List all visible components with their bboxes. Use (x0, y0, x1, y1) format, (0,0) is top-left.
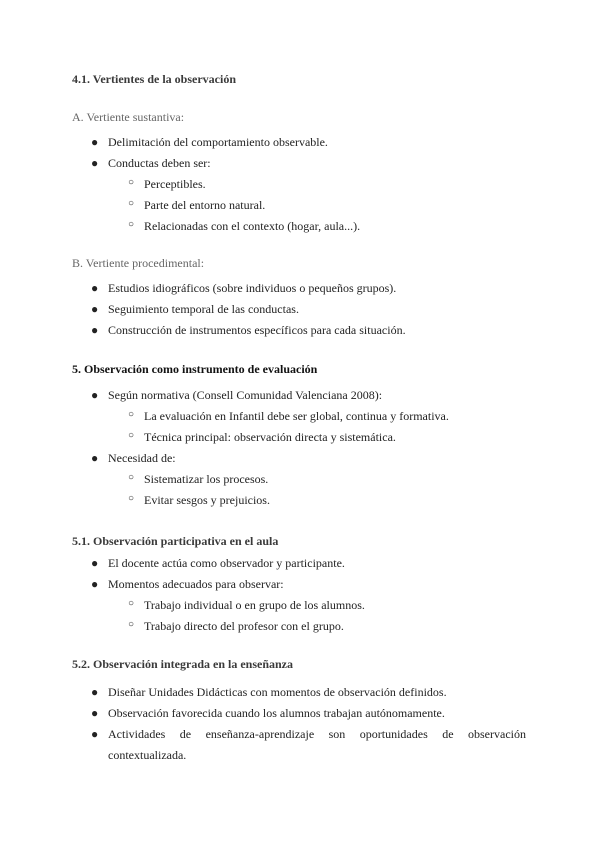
list-subitem (128, 493, 270, 508)
list-subitem-text: Trabajo individual o en grupo de los alumnos. (144, 598, 365, 612)
list-item-text: Delimitación del comportamiento observable. (108, 135, 328, 149)
list-item-text: Seguimiento temporal de las conductas. (108, 302, 299, 316)
list-item-text: Diseñar Unidades Didácticas con momentos de observación definidos. (108, 685, 447, 699)
list-subitem-text: Evitar sesgos y prejuicios. (144, 493, 270, 507)
list-item (91, 577, 284, 592)
list-item-text: Actividades de enseñanza-aprendizaje son oportunidades de observación (108, 727, 526, 741)
list-item-text: Construcción de instrumentos específicos para cada situación. (108, 323, 406, 337)
list-subitem-text: La evaluación en Infantil debe ser global, continua y formativa. (144, 409, 449, 423)
list-item-continuation (108, 748, 186, 763)
list-subitem (128, 177, 206, 192)
circle-bullet-icon: ○ (128, 177, 135, 188)
circle-bullet-icon: ○ (128, 409, 135, 420)
list-item (91, 388, 383, 403)
subheading-vertiente-sustantiva: A. Vertiente sustantiva: (72, 110, 185, 124)
list-subitem-text: Trabajo directo del profesor con el grupo. (144, 619, 344, 633)
bullet-icon: ● (91, 706, 99, 720)
circle-bullet-icon: ○ (128, 472, 135, 483)
bullet-icon: ● (91, 302, 99, 316)
bullet-icon: ● (91, 577, 99, 591)
list-subitem-text: Técnica principal: observación directa y sistemática. (144, 430, 396, 444)
list-subitem (128, 430, 396, 445)
heading-5-1: 5.1. Observación participativa en el aula (72, 534, 279, 548)
bullet-icon: ● (91, 451, 99, 465)
list-subitem-text: Parte del entorno natural. (144, 198, 266, 212)
bullet-icon: ● (91, 135, 99, 149)
subheading-vertiente-procedimental: B. Vertiente procedimental: (72, 256, 205, 270)
bullet-icon: ● (91, 727, 99, 741)
list-item-text: contextualizada. (108, 748, 187, 762)
list-subitem-text: Sistematizar los procesos. (144, 472, 269, 486)
list-subitem (128, 598, 365, 613)
circle-bullet-icon: ○ (128, 219, 135, 230)
list-item-text: Momentos adecuados para observar: (108, 577, 284, 591)
list-subitem (128, 198, 266, 213)
list-item (91, 302, 299, 317)
bullet-icon: ● (91, 323, 99, 337)
list-item (91, 323, 406, 338)
list-subitem (128, 219, 361, 234)
list-item (91, 556, 345, 571)
list-subitem (128, 409, 449, 424)
list-item-text: Necesidad de: (108, 451, 176, 465)
list-subitem-text: Perceptibles. (144, 177, 206, 191)
list-item (91, 156, 211, 171)
list-item-text: El docente actúa como observador y participante. (108, 556, 345, 570)
circle-bullet-icon: ○ (128, 619, 135, 630)
circle-bullet-icon: ○ (128, 598, 135, 609)
bullet-icon: ● (91, 388, 99, 402)
heading-5-2: 5.2. Observación integrada en la enseñanza (72, 657, 293, 671)
list-item (91, 727, 526, 742)
list-item (91, 706, 445, 721)
heading-4-1: 4.1. Vertientes de la observación (72, 72, 236, 86)
heading-5: 5. Observación como instrumento de evaluación (72, 362, 318, 376)
bullet-icon: ● (91, 156, 99, 170)
circle-bullet-icon: ○ (128, 430, 135, 441)
list-item-text: Observación favorecida cuando los alumnos trabajan autónomamente. (108, 706, 445, 720)
bullet-icon: ● (91, 556, 99, 570)
list-subitem (128, 619, 344, 634)
list-item (91, 685, 447, 700)
list-subitem (128, 472, 269, 487)
bullet-icon: ● (91, 685, 99, 699)
list-item (91, 281, 397, 296)
list-item (91, 451, 176, 466)
list-item-text: Estudios idiográficos (sobre individuos o pequeños grupos). (108, 281, 397, 295)
circle-bullet-icon: ○ (128, 493, 135, 504)
list-subitem-text: Relacionadas con el contexto (hogar, aula...). (144, 219, 361, 233)
bullet-icon: ● (91, 281, 99, 295)
list-item (91, 135, 328, 150)
circle-bullet-icon: ○ (128, 198, 135, 209)
list-item-text: Según normativa (Consell Comunidad Valenciana 2008): (108, 388, 383, 402)
list-item-text: Conductas deben ser: (108, 156, 211, 170)
